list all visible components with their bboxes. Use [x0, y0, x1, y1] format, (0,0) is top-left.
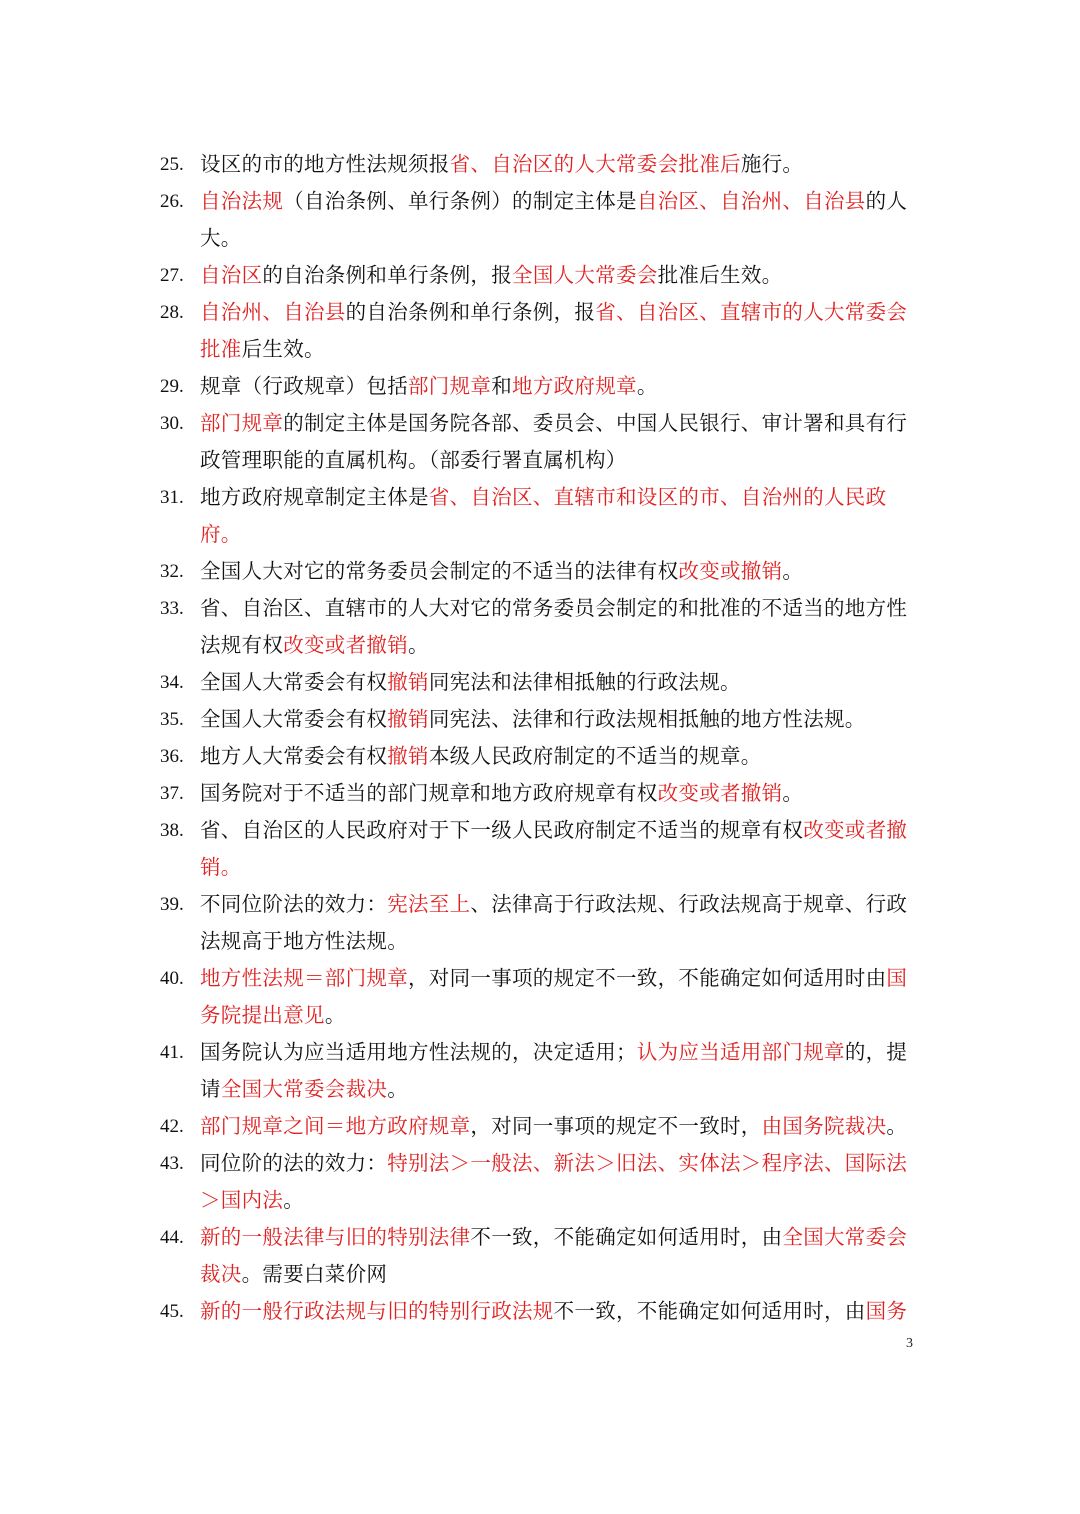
item-text — [200, 1034, 920, 1108]
item-number: 35. — [160, 709, 184, 730]
highlight-text: 自治区、自治州、自治县 — [636, 189, 866, 213]
highlight-text: 撤销 — [387, 670, 429, 694]
text-segment: 的人大。 — [200, 189, 908, 250]
list-item — [160, 257, 920, 294]
list-item — [160, 701, 920, 738]
highlight-text: 省、自治区、直辖市和设区的市、自治州的人民政府。 — [200, 485, 887, 546]
item-text — [200, 775, 920, 812]
highlight-text: 撤销 — [387, 744, 429, 768]
list-item — [160, 1293, 920, 1330]
item-number: 44. — [160, 1227, 184, 1248]
text-segment: 。 — [782, 781, 804, 805]
item-number: 25. — [160, 154, 184, 175]
highlight-text: 改变或者撤销 — [283, 633, 409, 657]
text-segment: 全国人大对它的常务委员会制定的不适当的法律有权 — [200, 559, 679, 583]
list-item — [160, 294, 920, 368]
list-item — [160, 960, 920, 1034]
text-segment: 同宪法和法律相抵触的行政法规。 — [428, 670, 741, 694]
item-number: 42. — [160, 1116, 184, 1137]
highlight-text: 自治区 — [200, 263, 263, 287]
item-number: 40. — [160, 968, 184, 989]
item-text — [200, 1293, 920, 1330]
item-text — [200, 701, 920, 738]
item-text — [200, 479, 920, 553]
text-segment: 施行。 — [740, 152, 804, 176]
text-segment: 同位阶的法的效力： — [200, 1151, 388, 1175]
list-item — [160, 553, 920, 590]
text-segment: 后生效。 — [241, 337, 325, 361]
item-number: 33. — [160, 598, 184, 619]
text-segment: 全国人大常委会有权 — [200, 670, 388, 694]
item-number: 29. — [160, 376, 184, 397]
item-number: 28. — [160, 302, 184, 323]
highlight-text: 自治法规 — [200, 189, 284, 213]
text-segment: 设区的市的地方性法规须报 — [200, 152, 450, 176]
text-segment: 的自治条例和单行条例，报 — [262, 263, 513, 287]
highlight-text: 特别法＞一般法、新法＞旧法、实体法＞程序法、国际法＞国内法 — [200, 1151, 908, 1212]
text-segment: 。需要白菜价网 — [241, 1262, 388, 1286]
list-item — [160, 738, 920, 775]
item-text — [200, 405, 920, 479]
text-segment: 本级人民政府制定的不适当的规章。 — [428, 744, 762, 768]
highlight-text: 宪法至上 — [387, 892, 471, 916]
text-segment: ，对同一事项的规定不一致时， — [470, 1114, 762, 1138]
item-text — [200, 294, 920, 368]
highlight-text: 由国务院裁决 — [761, 1114, 887, 1138]
highlight-text: 全国人大常委会 — [512, 263, 658, 287]
highlight-text: 国务 — [865, 1299, 908, 1323]
item-text — [200, 812, 920, 886]
item-text — [200, 1145, 920, 1219]
highlight-text: 部门规章 — [408, 374, 492, 398]
highlight-text: 省、自治区、直辖市的人大常委会批准 — [200, 300, 908, 361]
text-segment: ，对同一事项的规定不一致，不能确定如何适用时由 — [408, 966, 887, 990]
text-segment: 、法律高于行政法规、行政法规高于规章、行政法规高于地方性法规。 — [200, 892, 908, 953]
list-item — [160, 590, 920, 664]
text-segment: 同宪法、法律和行政法规相抵触的地方性法规。 — [428, 707, 866, 731]
item-text — [200, 183, 920, 257]
item-text — [200, 590, 920, 664]
highlight-text: 撤销 — [387, 707, 429, 731]
text-segment: 规章（行政规章）包括 — [200, 374, 408, 398]
text-segment: 和 — [491, 374, 513, 398]
item-number: 34. — [160, 672, 184, 693]
highlight-text: 地方性法规＝部门规章 — [200, 966, 408, 990]
text-segment: 。 — [886, 1114, 908, 1138]
list-item — [160, 1108, 920, 1145]
item-number: 27. — [160, 265, 184, 286]
highlight-text: 新的一般法律与旧的特别法律 — [200, 1225, 471, 1249]
item-text — [200, 1219, 920, 1293]
text-segment: 。 — [387, 1077, 409, 1101]
item-number: 37. — [160, 783, 184, 804]
text-segment: 国务院对于不适当的部门规章和地方政府规章有权 — [200, 781, 658, 805]
text-segment: 国务院认为应当适用地方性法规的，决定适用； — [200, 1040, 637, 1064]
item-number: 41. — [160, 1042, 184, 1063]
list-item — [160, 479, 920, 553]
list-item — [160, 886, 920, 960]
highlight-text: 改变或者撤销 — [657, 781, 783, 805]
highlight-text: 认为应当适用部门规章 — [636, 1040, 845, 1064]
text-segment: 。 — [283, 1188, 305, 1212]
text-segment: 地方政府规章制定主体是 — [200, 485, 429, 509]
text-segment: 。 — [782, 559, 804, 583]
highlight-text: 部门规章之间＝地方政府规章 — [200, 1114, 471, 1138]
text-segment: 的自治条例和单行条例，报 — [345, 300, 596, 324]
highlight-text: 地方政府规章 — [512, 374, 637, 398]
item-number: 45. — [160, 1301, 184, 1322]
text-segment: 不同位阶法的效力： — [200, 892, 388, 916]
text-segment: 省、自治区、直辖市的人大对它的常务委员会制定的和批准的不适当的地方性法规有权 — [200, 596, 908, 657]
text-segment: 不一致，不能确定如何适用时，由 — [470, 1225, 783, 1249]
text-segment: 批准后生效。 — [657, 263, 783, 287]
text-segment: 省、自治区的人民政府对于下一级人民政府制定不适当的规章有权 — [200, 818, 804, 842]
highlight-text: 自治州、自治县 — [200, 300, 346, 324]
text-segment: 全国人大常委会有权 — [200, 707, 388, 731]
text-segment: 的，提请 — [200, 1040, 908, 1101]
list-item — [160, 1034, 920, 1108]
list-item — [160, 183, 920, 257]
item-number: 32. — [160, 561, 184, 582]
list-item — [160, 146, 920, 183]
list-item — [160, 405, 920, 479]
item-number: 43. — [160, 1153, 184, 1174]
text-segment: 的制定主体是国务院各部、委员会、中国人民银行、审计署和具有行政管理职能的直属机构。（部委行署直属机构） — [200, 411, 908, 472]
item-text — [200, 553, 920, 590]
item-text — [200, 368, 920, 405]
item-text — [200, 146, 920, 183]
highlight-text: 全国大常委会裁决 — [220, 1077, 388, 1101]
item-text — [200, 738, 920, 775]
item-number: 30. — [160, 413, 184, 434]
item-text — [200, 886, 920, 960]
highlight-text: 国务院提出意见 — [200, 966, 908, 1027]
highlight-text: 部门规章 — [200, 411, 284, 435]
item-text — [200, 960, 920, 1034]
list-item — [160, 1219, 920, 1293]
list-item — [160, 1145, 920, 1219]
item-number: 26. — [160, 191, 184, 212]
highlight-text: 全国大常委会裁决 — [200, 1225, 908, 1286]
text-segment: 地方人大常委会有权 — [200, 744, 388, 768]
list-item — [160, 775, 920, 812]
item-number: 39. — [160, 894, 184, 915]
numbered-list — [160, 146, 920, 1330]
highlight-text: 改变或者撤销。 — [200, 818, 908, 879]
item-number: 38. — [160, 820, 184, 841]
item-text — [200, 1108, 920, 1145]
list-item — [160, 812, 920, 886]
list-item — [160, 368, 920, 405]
text-segment: 。 — [324, 1003, 346, 1027]
list-item — [160, 664, 920, 701]
item-text — [200, 257, 920, 294]
item-number: 31. — [160, 487, 184, 508]
text-segment: 不一致，不能确定如何适用时，由 — [553, 1299, 866, 1323]
text-segment: 。 — [636, 374, 658, 398]
highlight-text: 省、自治区的人大常委会批准后 — [449, 152, 741, 176]
text-segment: （自治条例、单行条例）的制定主体是 — [283, 189, 637, 213]
text-segment: 。 — [408, 633, 429, 657]
highlight-text: 改变或撤销 — [678, 559, 783, 583]
page-number: 3 — [906, 1336, 913, 1351]
item-number: 36. — [160, 746, 184, 767]
item-text — [200, 664, 920, 701]
highlight-text: 新的一般行政法规与旧的特别行政法规 — [200, 1299, 554, 1323]
